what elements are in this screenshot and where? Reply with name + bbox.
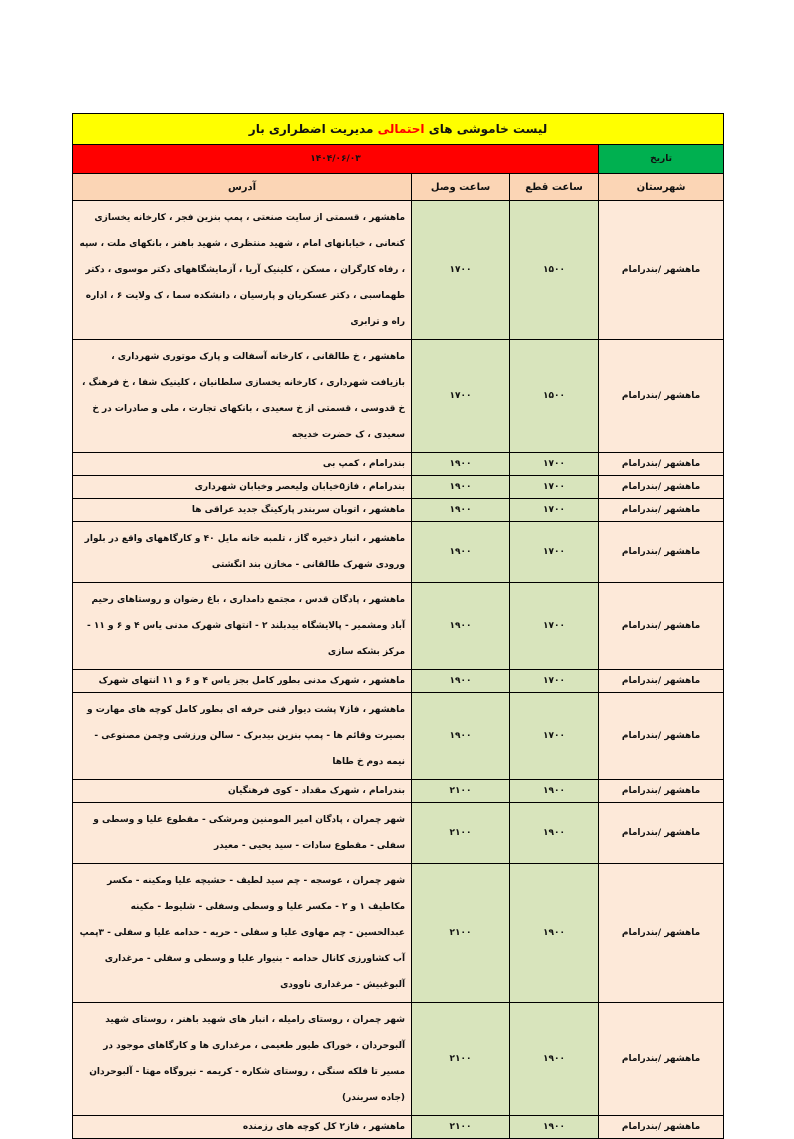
row-address: ماهشهر ، فاز۲ کل کوچه های رزمنده xyxy=(73,1116,412,1139)
date-label: تاریخ xyxy=(599,145,724,174)
row-city: ماهشهر /بندرامام xyxy=(599,1116,724,1139)
row-city: ماهشهر /بندرامام xyxy=(599,864,724,1003)
row-connect-time: ۱۹۰۰ xyxy=(412,522,510,583)
row-address: بندرامام ، کمپ بی xyxy=(73,453,412,476)
table-row xyxy=(73,780,724,803)
row-cut-time: ۱۵۰۰ xyxy=(510,340,599,453)
row-cut-time: ۱۷۰۰ xyxy=(510,583,599,670)
row-address: ماهشهر ، انبار ذخیره گاز ، تلمبه خانه مایل ۴۰ و کارگاههای واقع در بلوار ورودی شهرک طالقانی - مخازن بند انگشتی xyxy=(73,522,412,583)
row-connect-time: ۲۱۰۰ xyxy=(412,780,510,803)
row-cut-time: ۱۷۰۰ xyxy=(510,476,599,499)
header-row xyxy=(73,174,724,201)
row-address: ماهشهر ، خ طالقانی ، کارخانه آسفالت و پارک موتوری شهرداری ، بازیافت شهرداری ، کارخانه یخسازی سلطانیان ، کلینیک شفا ، خ فرهنگ ، خ قدوسی ، قسمتی از خ سعیدی ، بانکهای تجارت ، ملی و صادرات در خ سعیدی ، ک حضرت خدیجه xyxy=(73,340,412,453)
title-prefix: لیست خاموشی های xyxy=(428,122,548,136)
row-city: ماهشهر /بندرامام xyxy=(599,670,724,693)
row-city: ماهشهر /بندرامام xyxy=(599,803,724,864)
row-connect-time: ۱۹۰۰ xyxy=(412,670,510,693)
row-address: ماهشهر ، شهرک مدنی بطور کامل بجز یاس ۴ و ۶ و ۱۱ انتهای شهرک xyxy=(73,670,412,693)
row-cut-time: ۱۹۰۰ xyxy=(510,1116,599,1139)
table-row xyxy=(73,201,724,340)
table-row xyxy=(73,453,724,476)
row-cut-time: ۱۹۰۰ xyxy=(510,864,599,1003)
row-cut-time: ۱۵۰۰ xyxy=(510,201,599,340)
table-row xyxy=(73,864,724,1003)
row-cut-time: ۱۷۰۰ xyxy=(510,522,599,583)
row-city: ماهشهر /بندرامام xyxy=(599,522,724,583)
row-cut-time: ۱۹۰۰ xyxy=(510,803,599,864)
row-city: ماهشهر /بندرامام xyxy=(599,693,724,780)
row-connect-time: ۱۹۰۰ xyxy=(412,453,510,476)
title-row xyxy=(73,114,724,145)
row-address: بندرامام ، شهرک مقداد - کوی فرهنگیان xyxy=(73,780,412,803)
row-address: ماهشهر ، قسمتی از سایت صنعتی ، پمپ بنزین فجر ، کارخانه یخسازی کنعانی ، خیابانهای امام ، شهید منتظری ، شهید باهنر ، بانکهای ملت ، سپه ، رفاه کارگران ، مسکن ، کلینیک آریا ، آزمایشگاههای دکتر موسوی ، دکتر طهماسبی ، دکتر عسکریان و پارسیان ، دانشکده سما ، ک ولایت ۶ ، اداره راه و ترابری xyxy=(73,201,412,340)
row-cut-time: ۱۷۰۰ xyxy=(510,453,599,476)
row-connect-time: ۱۷۰۰ xyxy=(412,340,510,453)
header-cut-time: ساعت قطع xyxy=(510,174,599,201)
row-connect-time: ۲۱۰۰ xyxy=(412,1116,510,1139)
header-address: آدرس xyxy=(73,174,412,201)
header-city: شهرستان xyxy=(599,174,724,201)
row-city: ماهشهر /بندرامام xyxy=(599,583,724,670)
row-connect-time: ۱۹۰۰ xyxy=(412,693,510,780)
table-row xyxy=(73,583,724,670)
row-city: ماهشهر /بندرامام xyxy=(599,453,724,476)
row-cut-time: ۱۷۰۰ xyxy=(510,499,599,522)
row-cut-time: ۱۹۰۰ xyxy=(510,1003,599,1116)
table-row xyxy=(73,1003,724,1116)
row-address: شهر چمران ، پادگان امیر المومنین ومرشکی - مقطوع علیا و وسطی و سفلی - مقطوع سادات - سید یحیی - معیدر xyxy=(73,803,412,864)
row-city: ماهشهر /بندرامام xyxy=(599,201,724,340)
row-address: بندرامام ، فاز۵خیابان ولیعصر وخیابان شهرداری xyxy=(73,476,412,499)
row-address: ماهشهر ، اتوبان سربندر پارکینگ جدید عراقی ها xyxy=(73,499,412,522)
date-row xyxy=(73,145,724,174)
row-address: شهر چمران ، عوسجه - چم سید لطیف - حشیچه علیا ومکینه - مکسر مکاطیف ۱ و ۲ - مکسر علیا و وسطی وسفلی - شلیوط - مکینه عبدالحسین - چم مهاوی علیا و سفلی - حریه - حدامه علیا و سفلی - ۳پمپ آب کشاورزی کانال حدامه - بنیوار علیا و وسطی و سفلی - مرغداری آلبوغبیش - مرغداری ناوودی xyxy=(73,864,412,1003)
row-connect-time: ۱۹۰۰ xyxy=(412,476,510,499)
table-row xyxy=(73,499,724,522)
row-address: شهر چمران ، روستای رامیله ، انبار های شهید باهنر ، روستای شهید آلبوحردان ، خوراک طیور طعیمی ، مرغداری ها و کارگاهای موجود در مسیر تا فلکه سنگی ، روستای شکاره - کریمه - نیروگاه مهتا - آلبوحردان (جاده سربندر) xyxy=(73,1003,412,1116)
table-row xyxy=(73,693,724,780)
row-city: ماهشهر /بندرامام xyxy=(599,476,724,499)
row-cut-time: ۱۷۰۰ xyxy=(510,670,599,693)
header-connect-time: ساعت وصل xyxy=(412,174,510,201)
title-highlight: احتمالی xyxy=(377,122,425,136)
row-address: ماهشهر ، فاز۷ پشت دیوار فنی حرفه ای بطور کامل کوچه های مهارت و بصیرت وقائم ها - پمپ بنزین بیدبرک - سالن ورزشی وچمن مصنوعی - نیمه دوم خ طاها xyxy=(73,693,412,780)
row-connect-time: ۱۷۰۰ xyxy=(412,201,510,340)
title-suffix: مدیریت اضطراری بار xyxy=(248,122,374,136)
table-row xyxy=(73,522,724,583)
table-row xyxy=(73,340,724,453)
row-connect-time: ۱۹۰۰ xyxy=(412,583,510,670)
row-connect-time: ۱۹۰۰ xyxy=(412,499,510,522)
row-cut-time: ۱۹۰۰ xyxy=(510,780,599,803)
outage-table xyxy=(72,113,724,1139)
table-row xyxy=(73,670,724,693)
row-connect-time: ۲۱۰۰ xyxy=(412,864,510,1003)
row-city: ماهشهر /بندرامام xyxy=(599,1003,724,1116)
row-address: ماهشهر ، پادگان قدس ، مجتمع دامداری ، باغ رضوان و روستاهای رحیم آباد ومشمیر - پالایشگاه بیدبلند ۲ - انتهای شهرک مدنی یاس ۴ و ۶ و ۱۱ - مرکز بشکه سازی xyxy=(73,583,412,670)
row-city: ماهشهر /بندرامام xyxy=(599,499,724,522)
table-title xyxy=(73,114,724,145)
row-city: ماهشهر /بندرامام xyxy=(599,340,724,453)
table-row xyxy=(73,476,724,499)
row-connect-time: ۲۱۰۰ xyxy=(412,803,510,864)
table-row xyxy=(73,1116,724,1139)
row-city: ماهشهر /بندرامام xyxy=(599,780,724,803)
row-connect-time: ۲۱۰۰ xyxy=(412,1003,510,1116)
date-value: ۱۴۰۴/۰۶/۰۳ xyxy=(73,145,599,174)
table-row xyxy=(73,803,724,864)
row-cut-time: ۱۷۰۰ xyxy=(510,693,599,780)
